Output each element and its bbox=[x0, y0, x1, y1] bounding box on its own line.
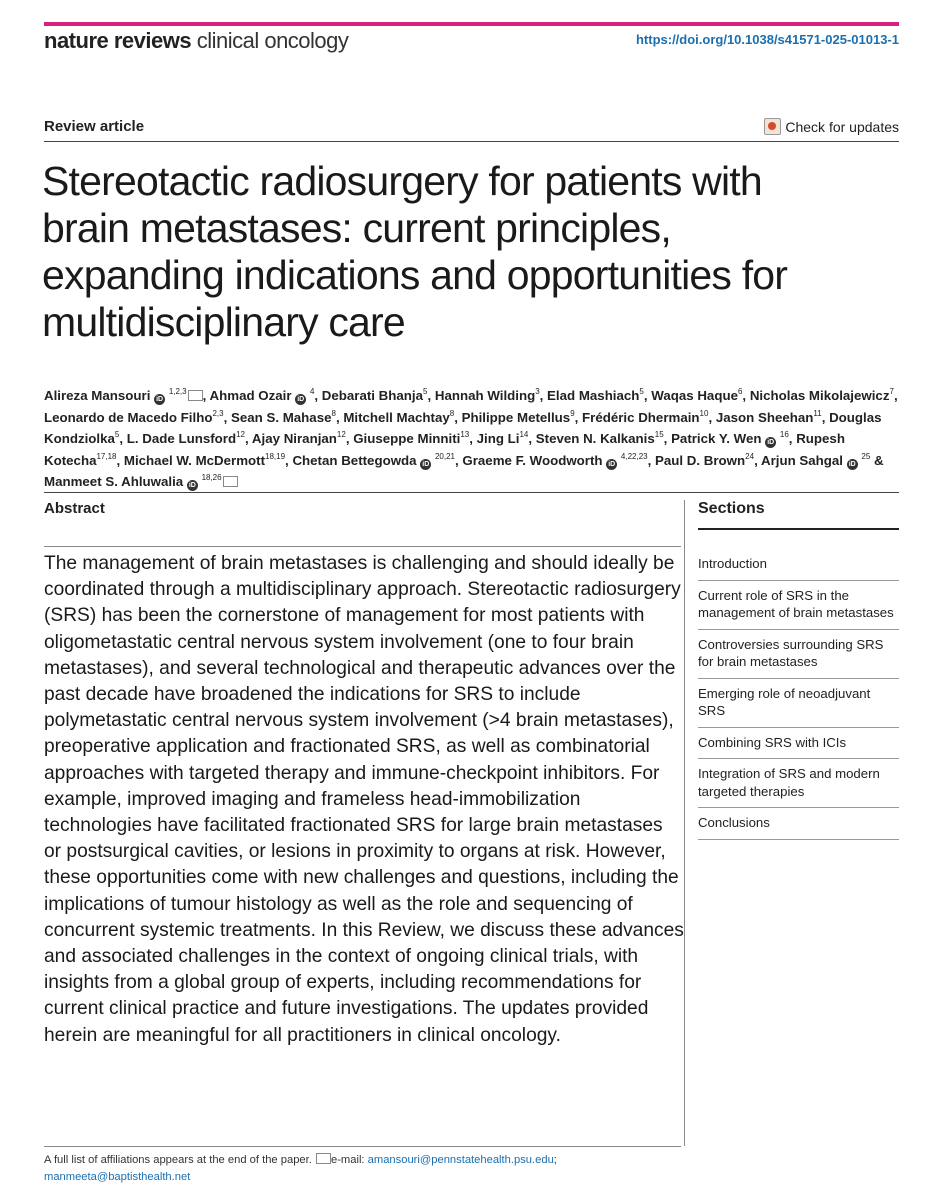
author-affiliation: 16 bbox=[779, 430, 789, 439]
section-link[interactable]: Integration of SRS and modern targeted therapies bbox=[698, 759, 899, 808]
section-link[interactable]: Combining SRS with ICIs bbox=[698, 728, 899, 760]
email-label: e-mail: bbox=[330, 1154, 365, 1166]
author-list: Alireza Mansouri iD $^{1,2,3}$ , Ahmad Ozair iD $^4$, Debarati Bhanja$^5$, Hannah Wilding$^3$, Elad Mashiach$^5$, Waqas Haque$^6$, Nicholas Mikolajewicz$^7$, Leonardo de Macedo Filho$^{2,3}$, Sean S. Mahase$^8$, Mitchell Machtay$^8$, Philippe Metellus$^9$, Frédéric Dhermain$^{10}$, Jason Sheehan$^{11}$, Douglas Kondziolka$^5$, L. Dade Lunsford$^{12}$, Ajay Niranjan$^{12}$, Giuseppe Minniti$^{13}$, Jing Li$^{14}$, Steven N. Kalkanis$^{15}$, Patrick Y. Wen iD $^{16}$, Rupesh Kotecha$^{17,18}$, Michael W. McDermott$^{18,19}$, Chetan Bettegowda iD $^{20,21}$, Graeme F. Woodworth iD $^{4,22,23}$, Paul D. Brown$^{24}$, Arjun Sahgal iD $^{25}$ & Manmeet S. Ahluwalia iD $^{18,26}$ bbox=[44, 387, 898, 489]
column-divider bbox=[684, 500, 685, 1146]
author-name: Manmeet S. Ahluwalia bbox=[44, 474, 184, 489]
orcid-icon[interactable]: iD bbox=[297, 396, 305, 403]
author-affiliation: 2,3 bbox=[212, 408, 224, 418]
orcid-icon[interactable]: iD bbox=[156, 396, 164, 403]
article-type: Review article bbox=[44, 118, 145, 135]
check-updates-icon bbox=[764, 118, 781, 135]
author-name: Patrick Y. Wen bbox=[671, 431, 762, 446]
author[interactable] bbox=[462, 410, 575, 425]
author[interactable] bbox=[651, 388, 742, 403]
author-affiliation: 15 bbox=[654, 430, 664, 439]
divider bbox=[44, 141, 899, 142]
divider bbox=[44, 492, 899, 493]
check-updates-button[interactable] bbox=[764, 118, 899, 135]
author[interactable] bbox=[44, 388, 203, 403]
email-link[interactable]: manmeeta@baptisthealth.net bbox=[44, 1171, 191, 1183]
author-affiliation: 5 bbox=[114, 430, 120, 439]
author-affiliation: 8 bbox=[449, 408, 455, 418]
author-affiliation: 13 bbox=[460, 430, 470, 439]
author[interactable] bbox=[536, 431, 664, 446]
author-name: Jason Sheehan bbox=[715, 409, 814, 425]
author[interactable] bbox=[462, 453, 647, 468]
author-affiliation: 1,2,3 bbox=[168, 387, 187, 396]
author-affiliation: 4,22,23 bbox=[620, 451, 648, 461]
orcid-icon[interactable]: iD bbox=[767, 439, 775, 446]
author-name: Hannah Wilding bbox=[434, 388, 536, 403]
article-title: Stereotactic radiosurgery for patients with brain metastases: current principles, expanding indications and opportunities for multidisciplinary care bbox=[42, 158, 788, 345]
author[interactable] bbox=[477, 431, 529, 446]
doi-link[interactable]: https://doi.org/10.1038/s41571-025-01013-1 bbox=[635, 32, 899, 47]
author-affiliation: 17,18 bbox=[96, 451, 117, 461]
author-name: Giuseppe Minniti bbox=[353, 431, 461, 446]
abstract-heading: Abstract bbox=[44, 500, 105, 517]
author-name: Chetan Bettegowda bbox=[292, 452, 417, 468]
author[interactable] bbox=[353, 431, 469, 446]
author[interactable] bbox=[343, 410, 454, 425]
author-affiliation: 11 bbox=[813, 408, 822, 418]
author-affiliation: 8 bbox=[331, 408, 336, 418]
email-link[interactable]: amansouri@pennstatehealth.psu.edu bbox=[367, 1154, 554, 1166]
author-name: Alireza Mansouri bbox=[44, 388, 151, 403]
email-icon[interactable] bbox=[223, 476, 238, 487]
author-affiliation: 5 bbox=[423, 387, 428, 396]
author[interactable] bbox=[124, 453, 285, 468]
author[interactable] bbox=[322, 388, 428, 403]
section-link[interactable]: Controversies surrounding SRS for brain metastases bbox=[698, 630, 899, 679]
journal-accent-bar bbox=[44, 22, 899, 26]
section-link[interactable]: Conclusions bbox=[698, 808, 899, 840]
author[interactable] bbox=[435, 388, 540, 403]
author[interactable] bbox=[761, 453, 870, 468]
author-affiliation: 7 bbox=[889, 387, 894, 396]
author[interactable] bbox=[252, 431, 346, 446]
section-link[interactable]: Introduction bbox=[698, 530, 899, 581]
author[interactable] bbox=[671, 431, 789, 446]
orcid-icon[interactable]: iD bbox=[848, 460, 856, 468]
author-name: Sean S. Mahase bbox=[230, 409, 332, 425]
author[interactable] bbox=[210, 388, 315, 403]
author-name: Debarati Bhanja bbox=[321, 388, 424, 403]
author-name: Frédéric Dhermain bbox=[582, 409, 700, 425]
author[interactable] bbox=[231, 410, 336, 425]
author[interactable] bbox=[44, 474, 238, 489]
author-affiliation: 24 bbox=[745, 451, 755, 461]
author-name: Leonardo de Macedo Filho bbox=[44, 409, 213, 425]
author-name: Jing Li bbox=[476, 431, 520, 446]
author-name: Paul D. Brown bbox=[655, 452, 746, 468]
divider bbox=[44, 1146, 681, 1147]
author-name: Graeme F. Woodworth bbox=[462, 452, 603, 468]
abstract-text: The management of brain metastases is challenging and should ideally be coordinated through a multidisciplinary approach. Stereotactic radiosurgery (SRS) has been the cornerstone of management for most patients with oligometastatic central nervous system involvement (one to four brain metastases), and several technological and therapeutic advances over the past decade have broadened the indications for SRS to include polymetastatic central nervous system involvement (>4 brain metastases), preoperative application and fractionated SRS, as well as combinatorial approaches with targeted therapy and immune-checkpoint inhibitors. For example, improved imaging and frameless head-immobilization technologies have facilitated fractionated SRS for large brain metastases or postsurgical cavities, or lesions in proximity to organs at risk. However, these opportunities come with new challenges and questions, including the implications of tumour histology as well as the role and sequencing of concurrent systemic treatments. In this Review, we discuss these advances and associated challenges in the context of ongoing clinical trials, with insights from a global group of experts, including recommendations for current clinical practice and future investigations. The updates provided herein are meaningful for all practitioners in clinical oncology. bbox=[44, 553, 684, 1046]
author-affiliation: 25 bbox=[861, 451, 871, 461]
orcid-icon[interactable]: iD bbox=[422, 460, 430, 468]
author-name: L. Dade Lunsford bbox=[126, 431, 237, 446]
section-link[interactable]: Emerging role of neoadjuvant SRS bbox=[698, 679, 899, 728]
author[interactable] bbox=[716, 410, 822, 425]
author-name: Michael W. McDermott bbox=[123, 452, 266, 468]
author-affiliation: 10 bbox=[699, 408, 709, 418]
section-link[interactable]: Current role of SRS in the management of brain metastases bbox=[698, 581, 899, 630]
journal-name[interactable] bbox=[44, 28, 348, 54]
author-affiliation: 18,26 bbox=[201, 473, 222, 482]
author-affiliation: 4 bbox=[309, 387, 315, 396]
divider bbox=[44, 546, 681, 547]
author[interactable] bbox=[44, 410, 224, 425]
author[interactable] bbox=[127, 431, 245, 446]
affiliation-footnote: A full list of affiliations appears at the end of the paper. e-mail: amansouri@pennstatehealth.psu.edu; manmeeta@baptisthealth.net bbox=[44, 1154, 557, 1183]
author-name: Waqas Haque bbox=[651, 388, 738, 403]
author-affiliation: 6 bbox=[737, 387, 743, 396]
author-name: Mitchell Machtay bbox=[343, 409, 450, 425]
journal-name-bold: nature reviews bbox=[44, 28, 192, 53]
author[interactable] bbox=[655, 453, 754, 468]
author[interactable] bbox=[547, 388, 644, 403]
author-name: Ahmad Ozair bbox=[209, 388, 292, 403]
author-name: Philippe Metellus bbox=[461, 409, 571, 425]
check-updates-label: Check for updates bbox=[785, 118, 899, 135]
author-affiliation: 20,21 bbox=[434, 451, 455, 461]
author[interactable] bbox=[582, 410, 708, 425]
sections-nav bbox=[698, 528, 899, 840]
author[interactable] bbox=[292, 453, 455, 468]
author-affiliation: 9 bbox=[570, 408, 575, 418]
footnote-text: A full list of affiliations appears at the end of the paper. bbox=[44, 1154, 312, 1166]
orcid-icon[interactable]: iD bbox=[608, 460, 616, 468]
author-affiliation: 14 bbox=[519, 430, 529, 439]
author-affiliation: 5 bbox=[639, 387, 644, 396]
author-name: Douglas Kondziolka bbox=[44, 409, 882, 446]
author-affiliation: 12 bbox=[236, 430, 246, 439]
author-affiliation: 12 bbox=[336, 430, 346, 439]
author-affiliation: 18,19 bbox=[265, 451, 286, 461]
email-icon[interactable] bbox=[188, 390, 203, 401]
author-name: Elad Mashiach bbox=[547, 388, 640, 403]
author-name: Nicholas Mikolajewicz bbox=[749, 388, 890, 403]
sections-heading: Sections bbox=[698, 500, 765, 517]
email-icon bbox=[316, 1153, 331, 1164]
author-name: Rupesh Kotecha bbox=[44, 431, 845, 468]
author-name: Steven N. Kalkanis bbox=[535, 431, 655, 446]
journal-name-light: clinical oncology bbox=[196, 28, 349, 53]
author-name: Arjun Sahgal bbox=[760, 452, 843, 468]
author-name: Ajay Niranjan bbox=[251, 431, 337, 446]
author-affiliation: 3 bbox=[535, 387, 540, 396]
author[interactable] bbox=[750, 388, 894, 403]
orcid-icon[interactable]: iD bbox=[188, 482, 196, 489]
